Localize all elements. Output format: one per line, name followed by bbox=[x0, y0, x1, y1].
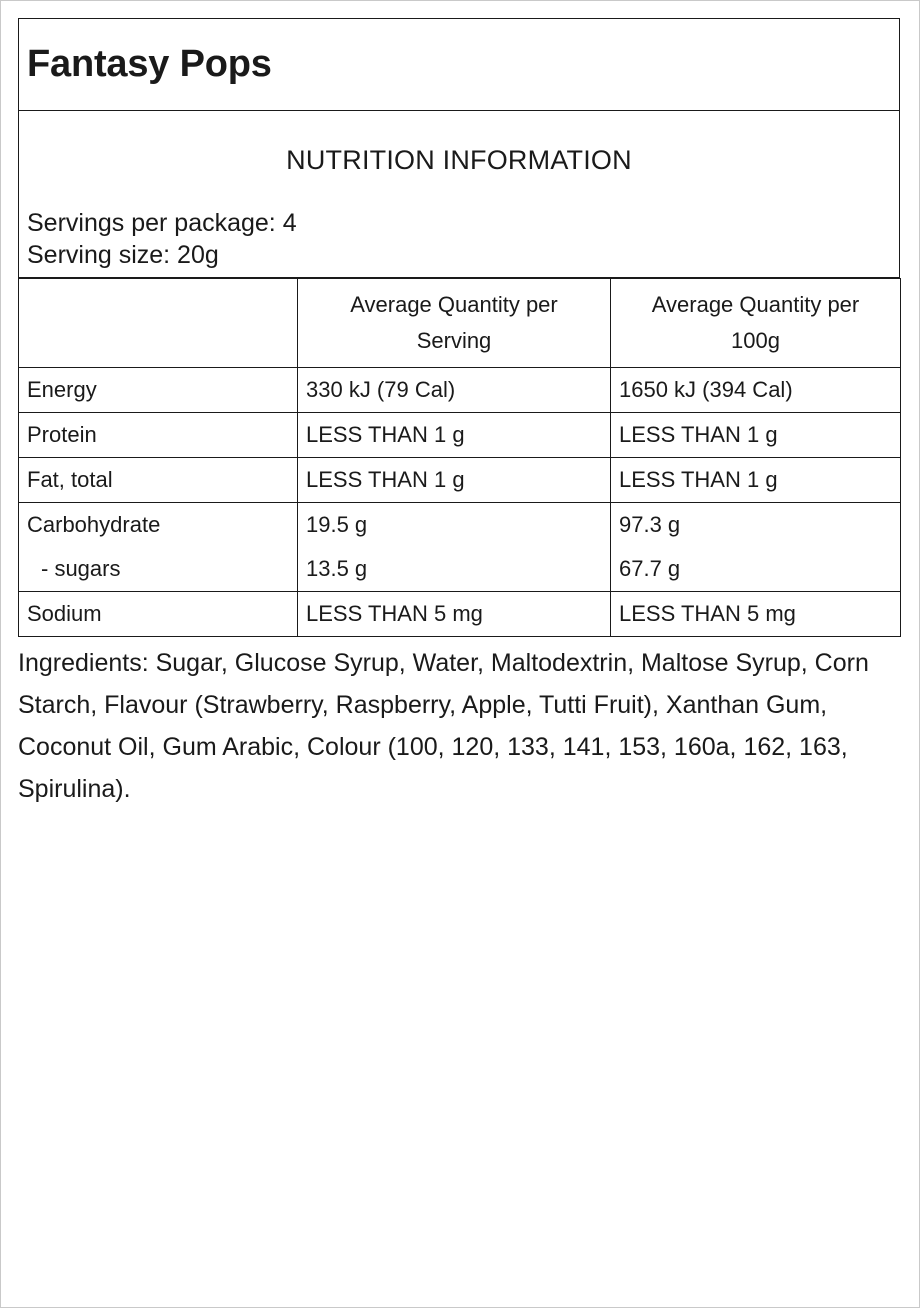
nutrition-table bbox=[18, 278, 901, 637]
per-100g-cell bbox=[611, 503, 901, 592]
product-name: Fantasy Pops bbox=[27, 43, 272, 85]
nutrient-name-cell bbox=[19, 503, 298, 592]
column-header-per-100g: Average Quantity per 100g bbox=[611, 279, 901, 368]
nutrition-panel bbox=[18, 18, 900, 637]
serving-size: Serving size: 20g bbox=[27, 241, 219, 269]
nutrient-name: Energy bbox=[19, 368, 298, 413]
table-row bbox=[19, 413, 901, 458]
per-100g-value: 1650 kJ (394 Cal) bbox=[611, 368, 901, 413]
per-serving-value: 19.5 g bbox=[306, 512, 368, 537]
table-row bbox=[19, 458, 901, 503]
per-100g-value: LESS THAN 1 g bbox=[611, 413, 901, 458]
per-serving-value: 330 kJ (79 Cal) bbox=[298, 368, 611, 413]
per-100g-value: LESS THAN 1 g bbox=[611, 458, 901, 503]
sub-per-100g-value: 67.7 g bbox=[619, 556, 681, 581]
nutrient-name: Carbohydrate bbox=[27, 512, 161, 537]
nutrition-heading: NUTRITION INFORMATION bbox=[286, 145, 632, 175]
per-100g-value: LESS THAN 5 mg bbox=[611, 592, 901, 637]
per-serving-cell bbox=[298, 503, 611, 592]
sub-per-serving-value: 13.5 g bbox=[306, 556, 368, 581]
ingredients-list: Ingredients: Sugar, Glucose Syrup, Water, Maltodextrin, Maltose Syrup, Corn Starch, Flavour (Strawberry, Raspberry, Apple, Tutti Fruit), Xanthan Gum, Coconut Oil, Gum Arabic, Colour (100, 120, 133, 141, 153, 160a, 162, 163, Spirulina). bbox=[18, 649, 869, 803]
table-header-row bbox=[19, 279, 901, 368]
nutrition-info-header bbox=[18, 111, 900, 278]
table-row bbox=[19, 592, 901, 637]
serving-details bbox=[27, 207, 297, 271]
servings-per-package: Servings per package: 4 bbox=[27, 209, 297, 237]
title-box bbox=[18, 18, 900, 111]
per-100g-value: 97.3 g bbox=[619, 512, 681, 537]
column-header-nutrient bbox=[19, 279, 298, 368]
per-serving-value: LESS THAN 1 g bbox=[298, 413, 611, 458]
table-row bbox=[19, 503, 901, 592]
per-serving-value: LESS THAN 5 mg bbox=[298, 592, 611, 637]
column-header-per-serving: Average Quantity per Serving bbox=[298, 279, 611, 368]
per-serving-value: LESS THAN 1 g bbox=[298, 458, 611, 503]
nutrient-name: Sodium bbox=[19, 592, 298, 637]
table-row bbox=[19, 368, 901, 413]
nutrient-name: Fat, total bbox=[19, 458, 298, 503]
nutrient-name: Protein bbox=[19, 413, 298, 458]
sub-nutrient-name: - sugars bbox=[41, 556, 121, 581]
